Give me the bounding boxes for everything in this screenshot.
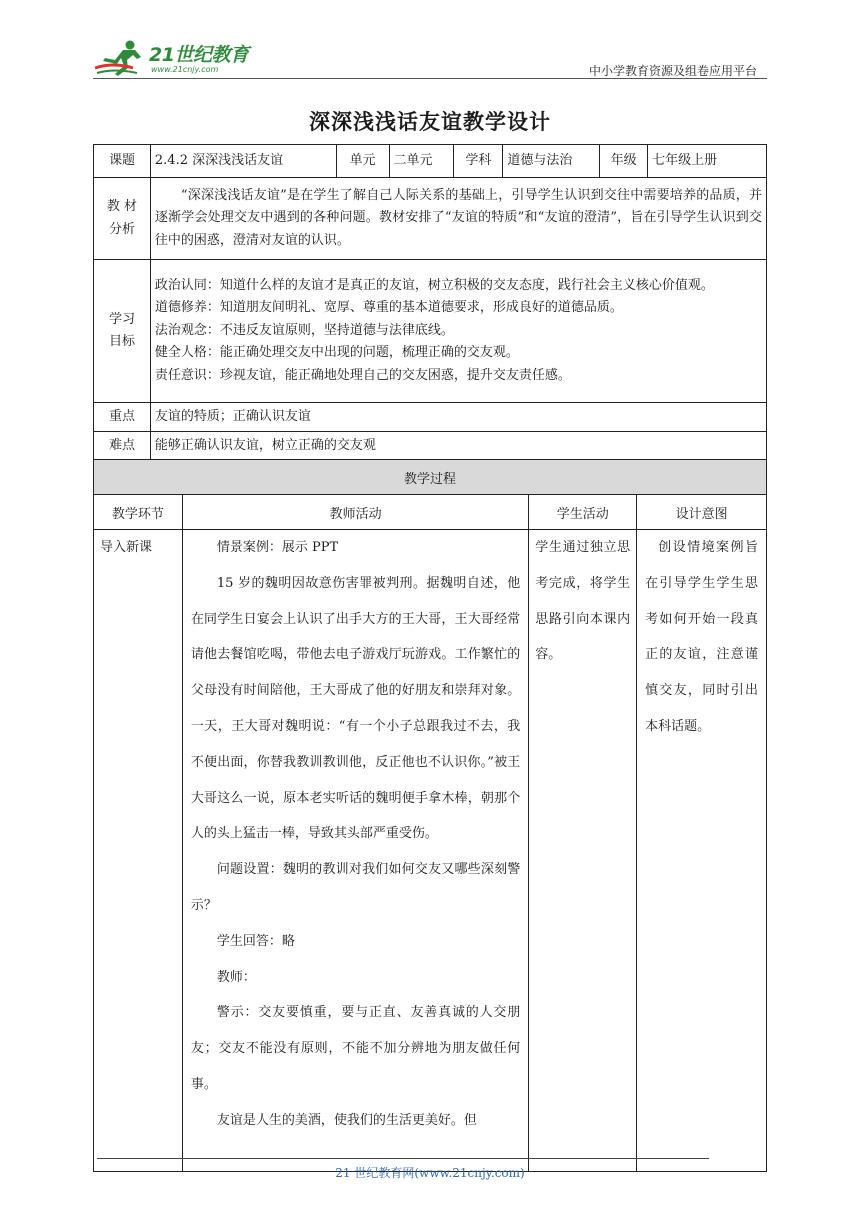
footer-divider xyxy=(97,1158,709,1159)
goals-row xyxy=(94,260,767,403)
goal-item: 责任意识：珍视友谊，能正确地处理自己的交友困惑，提升交友责任感。 xyxy=(154,367,571,383)
page-header xyxy=(93,38,767,80)
topic-label: 课题 xyxy=(94,145,151,178)
teacher-paragraph: 情景案例：展示 PPT xyxy=(216,540,339,555)
header-divider xyxy=(93,78,767,79)
teacher-activity-cell xyxy=(182,530,528,1172)
goals-list xyxy=(150,260,766,403)
goal-item: 道德修养：知道朋友间明礼、宽厚、尊重的基本道德要求，形成良好的道德品质。 xyxy=(154,300,623,316)
teacher-paragraph: 15 岁的魏明因故意伤害罪被判刑。据魏明自述，他在同学生日宴会上认识了出手大方的王大哥，王大哥经常请他去餐馆吃喝，带他去电子游戏厅玩游戏。工作繁忙的父母没有时间陪他，王大哥成了他的好朋友和崇拜对象。一天，王大哥对魏明说：“有一个小子总跟我过不去，我不便出面，你替我教训教训他，反正他也不认识你。”被王大哥这么一说，原本老实听话的魏明便手拿木棒，朝那个人的头上猛击一棒，导致其头部严重受伤。 xyxy=(190,575,521,842)
analysis-row xyxy=(94,178,767,260)
process-header-row xyxy=(94,495,767,530)
process-band-row xyxy=(94,460,767,495)
key-row xyxy=(94,403,767,432)
key-label: 重点 xyxy=(94,403,151,432)
difficulty-row xyxy=(94,432,767,461)
grade-label: 年级 xyxy=(600,145,648,178)
teacher-paragraph: 教师： xyxy=(216,969,256,985)
unit-value: 二单元 xyxy=(389,145,454,178)
difficulty-text: 能够正确认识友谊，树立正确的交友观 xyxy=(150,432,766,461)
design-intent-cell: 创设情境案例旨在引导学生学生思考如何开始一段真正的友谊，注意谨慎交友，同时引出本科话题。 xyxy=(637,530,767,1172)
goal-item: 法治观念：不违反友谊原则，坚持道德与法律底线。 xyxy=(154,322,454,338)
topic-value: 2.4.2 深深浅浅话友谊 xyxy=(150,145,336,178)
process-band-title: 教学过程 xyxy=(94,460,767,495)
col-teacher-header: 教师活动 xyxy=(182,495,528,530)
col-design-header: 设计意图 xyxy=(637,495,767,530)
goals-label: 学习 目标 xyxy=(94,260,151,403)
platform-name: 中小学教育资源及组卷应用平台 xyxy=(588,64,757,78)
logo-text: 21世纪教育 xyxy=(149,44,249,66)
subject-value: 道德与法治 xyxy=(503,145,600,178)
logo-url: www.21cnjy.com xyxy=(151,65,219,74)
teacher-paragraph: 友谊是人生的美酒，使我们的生活更美好。但 xyxy=(216,1112,477,1128)
document-title: 深深浅浅话友谊教学设计 xyxy=(309,109,551,134)
student-activity-cell: 学生通过独立思考完成，将学生思路引向本课内容。 xyxy=(529,530,637,1172)
key-text: 友谊的特质；正确认识友谊 xyxy=(150,403,766,432)
teacher-paragraph: 警示：交友要慎重，要与正直、友善真诚的人交朋友；交友不能没有原则，不能不加分辨地为朋友做任何事。 xyxy=(190,1005,521,1092)
logo xyxy=(93,38,263,78)
grade-value: 七年级上册 xyxy=(648,145,767,178)
subject-label: 学科 xyxy=(454,145,503,178)
lesson-info-table xyxy=(93,144,767,461)
process-body-row xyxy=(94,530,767,1172)
unit-label: 单元 xyxy=(336,145,389,178)
teacher-paragraph: 问题设置：魏明的教训对我们如何交友又哪些深刻警示？ xyxy=(190,862,521,913)
runner-logo-icon xyxy=(93,38,151,78)
topic-row xyxy=(94,145,767,178)
goal-item: 政治认同：知道什么样的友谊才是真正的友谊，树立积极的交友态度，践行社会主义核心价值观。 xyxy=(154,277,714,293)
teaching-process-table xyxy=(93,459,767,1172)
page-footer: 21 世纪教育网(www.21cnjy.com) xyxy=(335,1166,525,1180)
col-student-header: 学生活动 xyxy=(529,495,637,530)
goal-item: 健全人格：能正确处理交友中出现的问题，梳理正确的交友观。 xyxy=(154,345,519,361)
teacher-paragraph: 学生回答：略 xyxy=(216,933,295,949)
stage-cell: 导入新课 xyxy=(94,530,183,1172)
difficulty-label: 难点 xyxy=(94,432,151,461)
analysis-label: 教 材 分析 xyxy=(94,178,151,260)
col-stage-header: 教学环节 xyxy=(94,495,183,530)
analysis-text: “深深浅浅话友谊”是在学生了解自己人际关系的基础上，引导学生认识到交往中需要培养的品质，并逐渐学会处理交友中遇到的各种问题。教材安排了“友谊的特质”和“友谊的澄清”，旨在引导学生认识到交往中的困惑，澄清对友谊的认识。 xyxy=(150,178,766,260)
